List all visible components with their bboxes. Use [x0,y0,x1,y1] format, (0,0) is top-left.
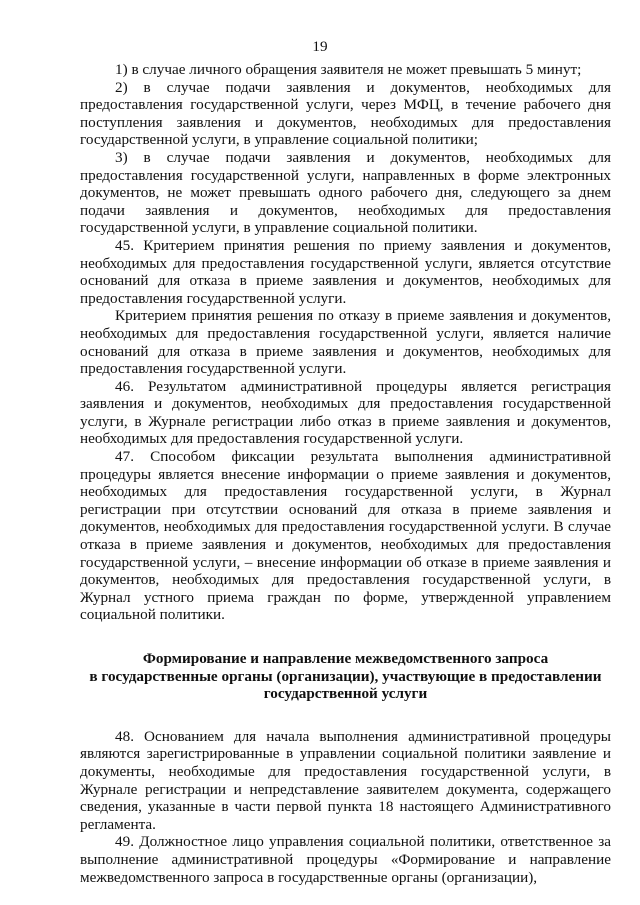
section-heading-line-1: Формирование и направление межведомственного запроса [142,650,549,667]
paragraph-46: 46. Результатом административной процедуры является регистрация заявления и документов, необходимых для предоставления государственной услуги, в Журнале регистрации либо отказ в приеме заявления и документов, необходимых для предоставления государственной услуги. [80,377,611,448]
section-heading-line-2: в государственные органы (организации), участвующие в предоставлении [89,667,602,685]
paragraph-refusal-criterion: Критерием принятия решения по отказу в приеме заявления и документов, необходимых для предоставления государственной услуги, является наличие оснований для отказа в приеме заявления и документов, необходимых для предоставления государственной услуги. [80,307,611,378]
page-number: 19 [312,38,328,55]
document-body [80,61,611,886]
section-heading-line-3: государственной услуги [263,685,428,703]
paragraph-49: 49. Должностное лицо управления социальной политики, ответственное за выполнение административной процедуры «Формирование и направление межведомственного запроса в государственные органы (организации), [80,833,611,886]
section-heading [80,650,611,703]
paragraph-item-2: 2) в случае подачи заявления и документов, необходимых для предоставления государственной услуги, через МФЦ, в течение рабочего дня поступления заявления и документов, необходимых для предоставления государственной услуги, в управление социальной политики; [80,78,611,149]
paragraph-item-1: 1) в случае личного обращения заявителя не может превышать 5 минут; [115,61,582,78]
paragraph-item-3: 3) в случае подачи заявления и документов, необходимых для предоставления государственной услуги, направленных в форме электронных документов, не может превышать одного рабочего дня, следующего за днем подачи заявления и документов, необходимых для предоставления государственной услуги, в управление социальной политики. [80,148,611,237]
paragraph-47: 47. Способом фиксации результата выполнения административной процедуры является внесение информации о приеме заявления и документов, необходимых для предоставления государственной услуги, в Журнал регистрации при отсутствии оснований для отказа в приеме заявления и документов, необходимых для предоставления государственной услуги. В случае отказа в приеме заявления и документов, необходимых для предоставления государственной услуги, – внесение информации об отказе в приеме заявления и документов, необходимых для предоставления государственной услуги, в Журнал устного приема граждан по форме, утвержденной управлением социальной политики. [80,448,611,624]
paragraph-45: 45. Критерием принятия решения по приему заявления и документов, необходимых для предоставления государственной услуги, является отсутствие оснований для отказа в приеме заявления и документов, необходимых для предоставления государственной услуги. [80,236,611,307]
paragraph-48: 48. Основанием для начала выполнения административной процедуры являются зарегистрированные в управлении социальной политики заявление и документы, необходимые для предоставления государственной услуги, в Журнале регистрации и непредставление заявителем документа, содержащего сведения, указанные в части первой пункта 18 настоящего Административного регламента. [80,727,611,833]
